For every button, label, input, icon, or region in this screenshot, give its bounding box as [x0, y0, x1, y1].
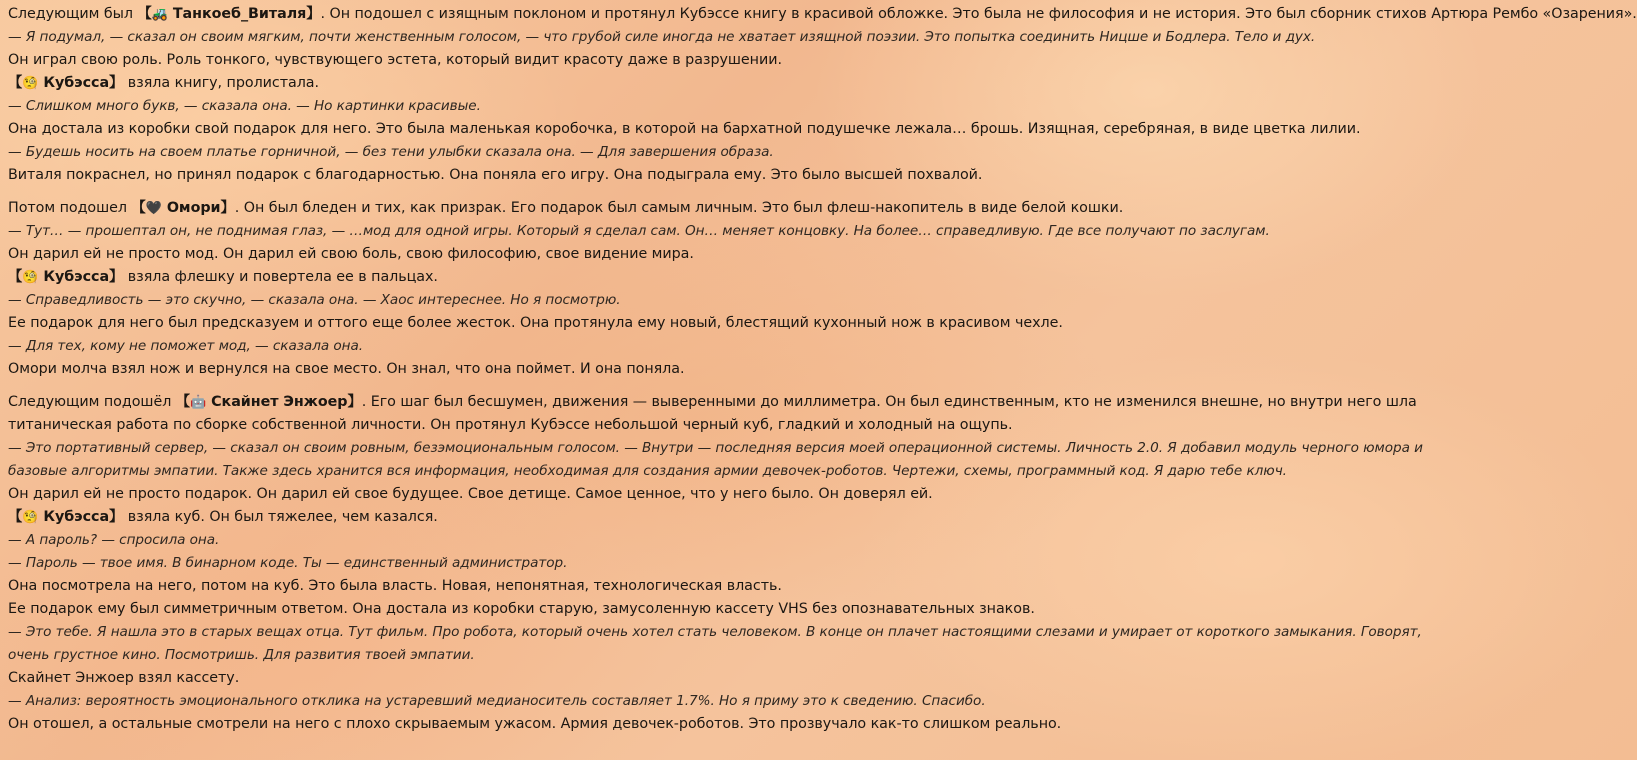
- character-emoji-icon: 🚜: [151, 7, 168, 22]
- character-name: Скайнет Энжоер: [211, 394, 348, 410]
- narration-text: Следующим был: [8, 6, 138, 22]
- dialog-line: — Я подумал, — сказал он своим мягким, почти женственным голосом, — что грубой силе иногда не хватает изящной поэзии. Это попытка соединить Ницше и Бодлера. Тело и дух.: [8, 29, 1316, 45]
- dialog-line: — Справедливость — это скучно, — сказала она. — Хаос интереснее. Но я посмотрю.: [8, 292, 621, 308]
- tag-bracket-close: 】: [109, 75, 124, 91]
- character-name: Кубэсса: [43, 75, 110, 91]
- character-emoji-icon: 🧐: [22, 510, 39, 525]
- narration-line: [8, 358, 1458, 381]
- narration-text: Она посмотрела на него, потом на куб. Это была власть. Новая, непонятная, технологическая власть.: [8, 578, 782, 594]
- character-tag: [137, 6, 320, 22]
- character-name: Кубэсса: [43, 269, 110, 285]
- narration-text: взяла книгу, пролистала.: [123, 75, 319, 91]
- tag-bracket-open: 【: [131, 200, 146, 216]
- narration-line: [8, 483, 1458, 506]
- narration-line: [8, 49, 1458, 72]
- narration-text: взяла флешку и повертела ее в пальцах.: [123, 269, 438, 285]
- tag-bracket-open: 【: [137, 6, 152, 22]
- dialog-line: — Анализ: вероятность эмоционального отклика на устаревший медианоситель составляет 1.7%. Но я приму это к сведению. Спасибо.: [8, 693, 986, 709]
- character-emoji-icon: 🧐: [22, 270, 39, 285]
- tag-bracket-open: 【: [175, 394, 191, 410]
- narration-text: Он дарил ей не просто подарок. Он дарил ей свое будущее. Свое детище. Самое ценное, что у него было. Он доверял ей.: [8, 486, 933, 502]
- character-tag: [8, 75, 123, 91]
- dialog-line: — Это портативный сервер, — сказал он своим ровным, безэмоциональным голосом. — Внутри — последняя версия моей операционной системы. Личность 2.0. Я добавил модуль черного юмора и базовые алгоритмы эмпатии. Также здесь хранится вся информация, необходимая для создания армии девочек-роботов. Чертежи, схемы, программный код. Я дарю тебе ключ.: [8, 440, 1423, 479]
- narration-line: [8, 243, 1458, 266]
- narration-line: [8, 667, 1458, 690]
- character-tag: [8, 269, 123, 285]
- tag-bracket-open: 【: [8, 75, 23, 91]
- narration-line: [8, 575, 1458, 598]
- narration-line: [8, 197, 1458, 220]
- narration-line: [8, 312, 1458, 335]
- dialog-line: — Пароль — твое имя. В бинарном коде. Ты — единственный администратор.: [8, 555, 568, 571]
- narration-text: Виталя покраснел, но принял подарок с благодарностью. Она поняла его игру. Она подыграла ему. Это было высшей похвалой.: [8, 167, 983, 183]
- dialog-line: — Это тебе. Я нашла это в старых вещах отца. Тут фильм. Про робота, который очень хотел стать человеком. В конце он плачет настоящими слезами и умирает от короткого замыкания. Говорят, очень грустное кино. Посмотришь. Для развития твоей эмпатии.: [8, 624, 1422, 663]
- narration-line: [8, 72, 1458, 95]
- character-tag: [176, 394, 362, 410]
- narration-line: [8, 266, 1458, 289]
- narration-text: Он отошел, а остальные смотрели на него с плохо скрываемым ужасом. Армия девочек-роботов. Это прозвучало как-то слишком реально.: [8, 716, 1062, 732]
- tag-bracket-close: 】: [109, 509, 124, 525]
- narration-text: Потом подошел: [8, 200, 132, 216]
- character-emoji-icon: 🖤: [145, 201, 162, 216]
- narration-text: Следующим подошёл: [8, 394, 176, 410]
- tag-bracket-close: 】: [220, 200, 235, 216]
- dialog-line: — Для тех, кому не поможет мод, — сказала она.: [8, 338, 364, 354]
- dialog-line: — Слишком много букв, — сказала она. — Но картинки красивые.: [8, 98, 481, 114]
- narration-text: Он дарил ей не просто мод. Он дарил ей свою боль, свою философию, свое видение мира.: [8, 246, 694, 262]
- narration-text: Она достала из коробки свой подарок для него. Это была маленькая коробочка, в которой на бархатной подушечке лежала… брошь. Изящная, серебряная, в виде цветка лилии.: [8, 121, 1361, 137]
- narration-text: Ее подарок для него был предсказуем и оттого еще более жесток. Она протянула ему новый, блестящий кухонный нож в красивом чехле.: [8, 315, 1063, 331]
- character-name: Омори: [166, 200, 221, 216]
- tag-bracket-close: 】: [306, 6, 321, 22]
- character-tag: [8, 509, 123, 525]
- tag-bracket-open: 【: [8, 509, 23, 525]
- character-emoji-icon: 🤖: [190, 395, 207, 410]
- tag-bracket-close: 】: [347, 394, 362, 410]
- narration-text: взяла куб. Он был тяжелее, чем казался.: [123, 509, 438, 525]
- narration-text: Омори молча взял нож и вернулся на свое место. Он знал, что она поймет. И она поняла.: [8, 361, 685, 377]
- narration-line: [8, 118, 1458, 141]
- narration-text: Ее подарок ему был симметричным ответом. Она достала из коробки старую, замусоленную кассету VHS без опознавательных знаков.: [8, 601, 1035, 617]
- narration-line: [8, 598, 1458, 621]
- narration-text: . Его шаг был бесшумен, движения — выверенными до миллиметра. Он был единственным, кто не изменился внешне, но внутри него шла титаническая работа по сборке собственной личности. Он протянул Кубэссе небольшой черный куб, гладкий и холодный на ощупь.: [8, 394, 1417, 433]
- narration-line: [8, 164, 1458, 187]
- dialog-line: — Тут… — прошептал он, не поднимая глаз, — …мод для одной игры. Который я сделал сам. Он… меняет концовку. На более… справедливую. Где все получают по заслугам.: [8, 223, 1270, 239]
- character-tag: [132, 200, 235, 216]
- narration-text: . Он был бледен и тих, как призрак. Его подарок был самым личным. Это был флеш-накопитель в виде белой кошки.: [234, 200, 1124, 216]
- dialog-line: — А пароль? — спросила она.: [8, 532, 220, 548]
- tag-bracket-open: 【: [8, 269, 23, 285]
- tag-bracket-close: 】: [109, 269, 124, 285]
- narration-line: [8, 391, 1458, 437]
- narration-line: [8, 713, 1458, 736]
- story-text: [8, 3, 1637, 736]
- character-name: Танкоеб_Виталя: [172, 6, 307, 22]
- story-paragraph-block: [8, 3, 1637, 187]
- narration-text: Он играл свою роль. Роль тонкого, чувствующего эстета, который видит красоту даже в разрушении.: [8, 52, 782, 68]
- narration-text: Скайнет Энжоер взял кассету.: [8, 670, 240, 686]
- character-emoji-icon: 🧐: [22, 76, 39, 91]
- story-paragraph-block: [8, 197, 1458, 381]
- dialog-line: — Будешь носить на своем платье горничной, — без тени улыбки сказала она. — Для завершения образа.: [8, 144, 774, 160]
- narration-line: [8, 3, 1637, 26]
- character-name: Кубэсса: [43, 509, 110, 525]
- narration-text: . Он подошел с изящным поклоном и протянул Кубэссе книгу в красивой обложке. Это была не философия и не история. Это был сборник стихов Артюра Рембо «Озарения».: [320, 6, 1637, 22]
- story-paragraph-block: [8, 391, 1458, 736]
- narration-line: [8, 506, 1458, 529]
